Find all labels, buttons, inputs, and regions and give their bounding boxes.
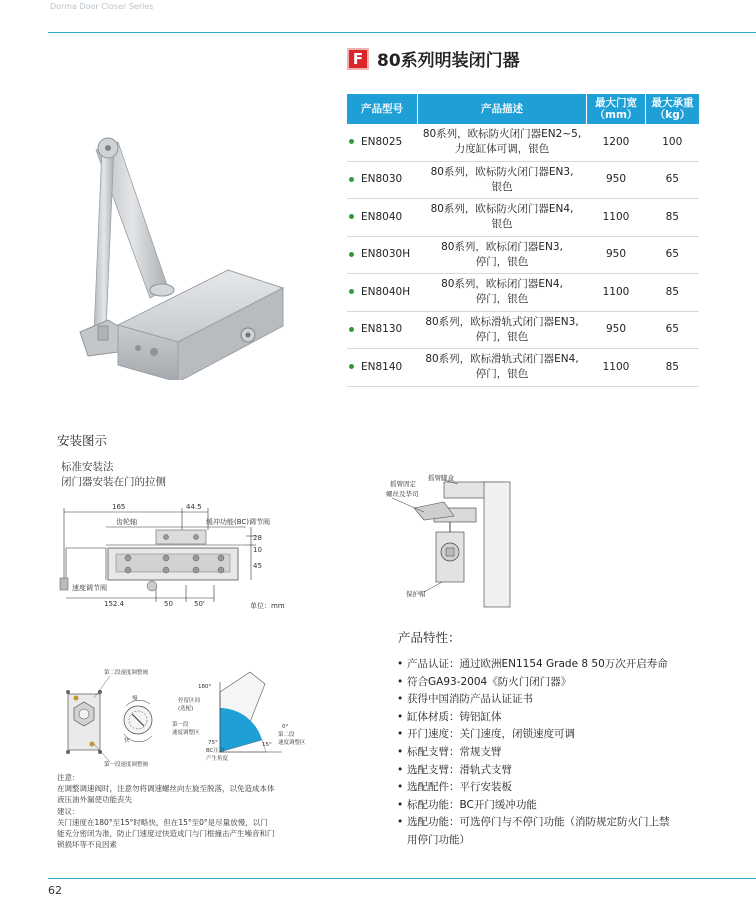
list-item: • 选配功能：可选停门与不停门功能（消防规定防火门上禁 用停门功能）	[397, 814, 707, 849]
table-row	[347, 236, 699, 274]
cell-load: 65	[646, 311, 700, 349]
cell-width: 950	[587, 161, 646, 199]
cell-desc: 80系列，欧标滑轨式闭门器EN4, 停门，银色	[418, 349, 587, 387]
list-item: • 开门速度：关门速度，闭锁速度可调	[397, 726, 707, 744]
label-buffer-valve: 缓冲功能(BC)调节阀	[206, 518, 271, 526]
label-unit: 单位：mm	[250, 602, 285, 610]
install-standard-text	[61, 460, 166, 490]
label-bc-2: 产生角度	[206, 756, 229, 762]
cell-desc: 80系列，欧标防火闭门器EN3, 银色	[418, 161, 587, 199]
table-row	[347, 349, 699, 387]
label-fast: 快	[124, 738, 130, 744]
note-line: 能充分密闭为准，防止门速度过快造成门与门框撞击产生噪音和门	[57, 829, 275, 839]
dim-10: 10	[253, 546, 262, 554]
bullet-dot	[349, 177, 354, 182]
table-row	[347, 274, 699, 312]
install-std-line2: 闭门器安装在门的拉侧	[61, 476, 166, 488]
dim-44-5: 44.5	[186, 503, 202, 511]
spec-table-header	[347, 94, 699, 124]
label-zone1-1: 第一段	[172, 722, 189, 728]
features-list	[397, 656, 707, 850]
dim-45: 45	[253, 562, 262, 570]
list-item: • 产品认证：通过欧洲EN1154 Grade 8 50万次开启寿命	[397, 656, 707, 674]
note-line: 关门速度在180°至15°时略快，但在15°至0°是尽量放慢，以门	[57, 817, 268, 827]
install-notes	[57, 772, 317, 850]
col-model: 产品型号	[347, 94, 418, 124]
col-desc: 产品描述	[418, 94, 587, 124]
cell-load: 85	[646, 199, 700, 237]
label-fix-screw-1: 摇臂固定	[390, 480, 416, 488]
bullet-dot	[349, 252, 354, 257]
cell-model: EN8025	[347, 124, 418, 161]
list-item: • 符合GA93-2004《防火门闭门器》	[397, 674, 707, 692]
note-line: 建议：	[57, 806, 80, 816]
label-0: 0°	[282, 724, 289, 730]
label-bc-1: BC压力	[206, 748, 225, 754]
label-slow: 慢	[132, 696, 138, 702]
cell-width: 1100	[587, 199, 646, 237]
label-180: 180°	[198, 684, 212, 690]
note-line: 锁损坏等不良因素	[57, 840, 117, 850]
label-protect-cap: 保护帽	[406, 590, 426, 598]
top-rule	[48, 32, 756, 33]
cell-width: 1200	[587, 124, 646, 161]
cell-model: EN8040	[347, 199, 418, 237]
bullet-dot	[349, 364, 354, 369]
cell-load: 100	[646, 124, 700, 161]
section-heading	[347, 46, 520, 71]
cell-model: EN8040H	[347, 274, 418, 312]
arm-fixing-diagram	[384, 472, 524, 612]
cell-desc: 80系列，欧标防火闭门器EN4, 银色	[418, 199, 587, 237]
label-15: 15°	[262, 742, 272, 748]
section-badge: F	[347, 48, 369, 70]
label-stop-1: 停留区间	[178, 698, 201, 704]
cell-model: EN8130	[347, 311, 418, 349]
dim-50a: 50	[164, 600, 173, 608]
label-gear-shaft: 齿轮轴	[116, 518, 137, 526]
install-std-line1: 标准安装法	[61, 461, 114, 473]
label-fix-screw-2: 螺丝及华司	[386, 490, 419, 498]
table-row	[347, 161, 699, 199]
cell-desc: 80系列，欧标闭门器EN4, 停门，银色	[418, 274, 587, 312]
cell-width: 950	[587, 236, 646, 274]
cell-desc: 80系列，欧标滑轨式闭门器EN3, 停门，银色	[418, 311, 587, 349]
bullet-dot	[349, 139, 354, 144]
page-number: 62	[48, 884, 62, 897]
list-item: • 选配支臂：滑轨式支臂	[397, 762, 707, 780]
cell-load: 65	[646, 161, 700, 199]
list-item: • 标配支臂：常规支臂	[397, 744, 707, 762]
header-faint-text: Dorma Door Closer Series	[50, 2, 154, 11]
cell-width: 950	[587, 311, 646, 349]
bottom-rule	[48, 878, 756, 879]
note-line: 注意：	[57, 773, 80, 782]
dim-152-4: 152.4	[104, 600, 125, 608]
cell-load: 85	[646, 274, 700, 312]
col-width: 最大门宽 （mm）	[587, 94, 646, 124]
label-speed-valve: 速度调节阀	[72, 584, 107, 592]
list-item: • 标配功能：BC开门缓冲功能	[397, 797, 707, 815]
note-line: 液压油外漏使功能丧失	[57, 795, 132, 805]
label-75: 75°	[208, 740, 218, 746]
label-stop-2: (选配)	[178, 706, 194, 712]
cell-model: EN8030	[347, 161, 418, 199]
cell-model: EN8030H	[347, 236, 418, 274]
cell-width: 1100	[587, 274, 646, 312]
install-dimension-diagram	[46, 500, 308, 615]
list-item: • 选配配件：平行安装板	[397, 779, 707, 797]
label-zone2-1: 第二段	[278, 732, 295, 738]
dim-165: 165	[112, 503, 126, 511]
dim-50b: 50'	[194, 600, 205, 608]
cell-load: 65	[646, 236, 700, 274]
label-zone1-2: 速度调整区	[172, 730, 200, 736]
cell-model: EN8140	[347, 349, 418, 387]
label-zone2-2: 速度调整区	[278, 740, 306, 746]
table-row	[347, 124, 699, 161]
table-row	[347, 199, 699, 237]
install-section-title: 安装图示	[57, 433, 108, 448]
page-title: 80系列明装闭门器	[377, 51, 520, 71]
features-title: 产品特性：	[398, 630, 461, 645]
spec-table	[347, 94, 699, 387]
list-item: • 获得中国消防产品认证证书	[397, 691, 707, 709]
table-row	[347, 311, 699, 349]
speed-valve-diagram	[60, 664, 330, 768]
cell-width: 1100	[587, 349, 646, 387]
door-closer-product-image	[58, 120, 308, 380]
label-valve-2: 第二段速度调整阀	[104, 670, 149, 676]
note-line: 在调整调速阀时，注意勿将调速螺丝向左旋至脱落，以免造成本体	[57, 784, 275, 794]
dim-28: 28	[253, 534, 262, 542]
label-valve-1: 第一段速度调整阀	[104, 762, 149, 768]
bullet-dot	[349, 214, 354, 219]
cell-load: 85	[646, 349, 700, 387]
cell-desc: 80系列，欧标防火闭门器EN2~5, 力度缸体可调，银色	[418, 124, 587, 161]
bullet-dot	[349, 327, 354, 332]
list-item: • 缸体材质：铸铝缸体	[397, 709, 707, 727]
bullet-dot	[349, 289, 354, 294]
label-arm-cover: 摇臂脚盒	[428, 474, 454, 482]
col-load: 最大承重 （kg）	[646, 94, 700, 124]
cell-desc: 80系列，欧标闭门器EN3, 停门，银色	[418, 236, 587, 274]
